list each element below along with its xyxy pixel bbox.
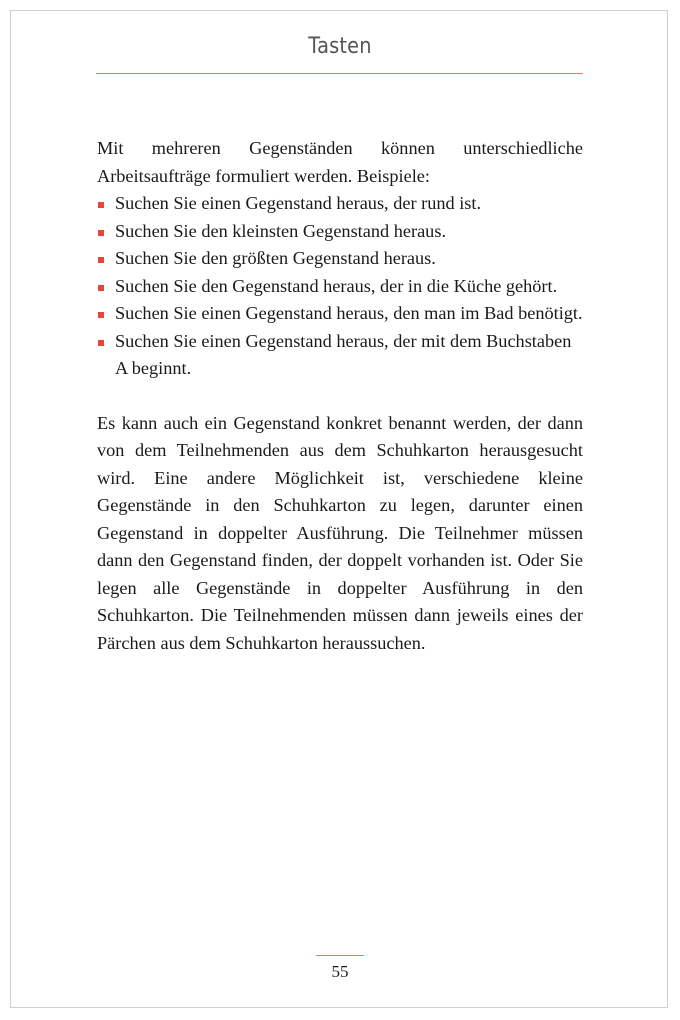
square-bullet-icon [98, 230, 104, 236]
square-bullet-icon [98, 340, 104, 346]
square-bullet-icon [98, 312, 104, 318]
body-paragraph: Es kann auch ein Gegenstand konkret benannt werden, der dann von dem Teilnehmenden aus dem Schuhkarton herausgesucht wird. Eine andere Möglichkeit ist, verschiedene kleine Gegenstände in den Schuhkarton zu legen, darunter einen Gegenstand in doppelter Ausführung. Die Teilnehmer müssen dann den Gegenstand finden, der doppelt vorhanden ist. Oder Sie legen alle Gegenstände in doppelter Ausführung in den Schuhkarton. Die Teilnehmenden müssen dann jeweils eines der Pärchen aus dem Schuhkarton heraussuchen. [97, 412, 583, 653]
page-header-title: Tasten [308, 34, 372, 59]
list-item-text: Suchen Sie einen Gegenstand heraus, den man im Bad benötigt. [115, 303, 583, 323]
square-bullet-icon [98, 257, 104, 263]
list-item-text: Suchen Sie den größten Gegenstand heraus. [115, 248, 436, 268]
list-item [97, 245, 583, 273]
page-content [97, 135, 583, 657]
header-divider [96, 73, 583, 74]
list-item-text: Suchen Sie den kleinsten Gegenstand heraus. [115, 220, 447, 241]
intro-paragraph: Mit mehreren Gegenständen können unterschiedliche Arbeitsaufträge formuliert werden. Beispiele: [97, 138, 583, 186]
list-item-text: Suchen Sie den Gegenstand heraus, der in die Küche gehört. [115, 275, 558, 296]
list-item [97, 273, 583, 301]
square-bullet-icon [98, 202, 104, 208]
page-number: 55 [331, 962, 349, 981]
footer-divider [316, 955, 364, 956]
example-list [97, 190, 583, 383]
list-item [97, 328, 583, 383]
list-item [97, 300, 583, 328]
list-item-text: Suchen Sie einen Gegenstand heraus, der rund ist. [115, 193, 482, 213]
list-item [97, 190, 583, 218]
list-item-text: Suchen Sie einen Gegenstand heraus, der mit dem Buchstaben A beginnt. [115, 330, 572, 378]
square-bullet-icon [98, 285, 104, 291]
list-item [97, 218, 583, 246]
